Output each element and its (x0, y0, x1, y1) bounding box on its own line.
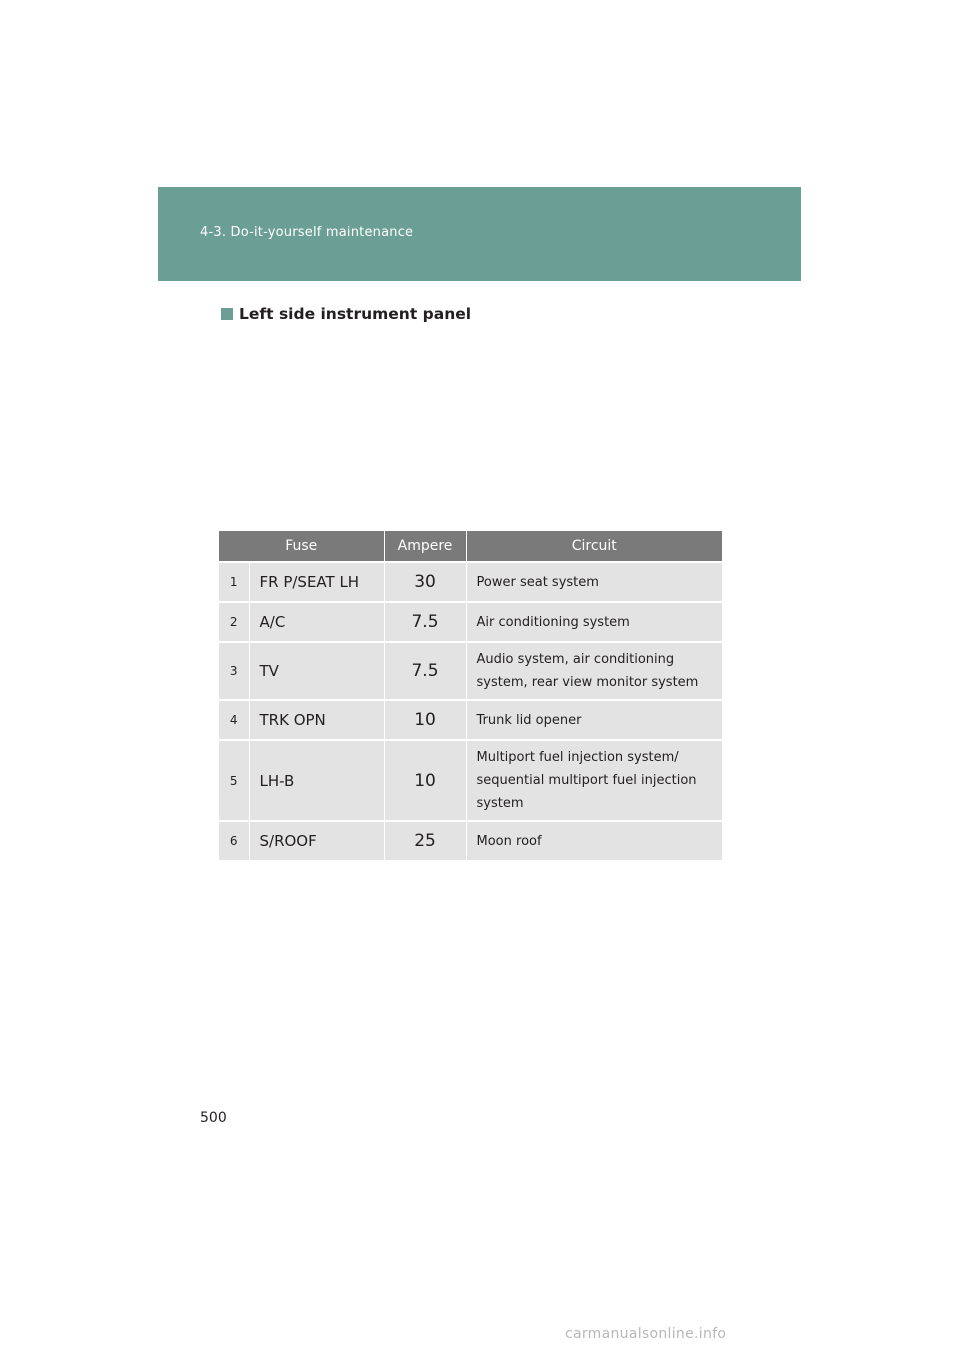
fuse-name: S/ROOF (249, 821, 384, 860)
column-header-circuit: Circuit (466, 531, 722, 562)
fuse-name: A/C (249, 602, 384, 642)
fuse-ampere: 30 (384, 562, 466, 602)
fuse-name: TRK OPN (249, 700, 384, 740)
fuse-circuit: Power seat system (466, 562, 722, 602)
table-row (219, 602, 722, 642)
fuse-circuit: Moon roof (466, 821, 722, 860)
fuse-number: 4 (219, 700, 249, 740)
column-header-ampere: Ampere (384, 531, 466, 562)
table-header-row (219, 531, 722, 562)
fuse-number: 5 (219, 740, 249, 821)
fuse-ampere: 10 (384, 700, 466, 740)
table-row (219, 642, 722, 700)
fuse-ampere: 7.5 (384, 642, 466, 700)
fuse-circuit: Multiport fuel injection system/ sequential multiport fuel injection system (466, 740, 722, 821)
table-row (219, 740, 722, 821)
column-header-fuse: Fuse (219, 531, 384, 562)
fuse-number: 3 (219, 642, 249, 700)
page-number: 500 (200, 1110, 227, 1126)
fuse-circuit: Air conditioning system (466, 602, 722, 642)
section-header-band (158, 187, 801, 281)
fuse-ampere: 25 (384, 821, 466, 860)
fuse-table (219, 531, 722, 860)
heading-text: Left side instrument panel (239, 305, 472, 323)
section-heading (221, 305, 471, 323)
fuse-ampere: 10 (384, 740, 466, 821)
fuse-circuit: Trunk lid opener (466, 700, 722, 740)
fuse-name: LH-B (249, 740, 384, 821)
fuse-number: 2 (219, 602, 249, 642)
section-breadcrumb: 4-3. Do-it-yourself maintenance (200, 225, 414, 240)
fuse-number: 1 (219, 562, 249, 602)
fuse-ampere: 7.5 (384, 602, 466, 642)
table-row (219, 562, 722, 602)
fuse-number: 6 (219, 821, 249, 860)
table-row (219, 700, 722, 740)
fuse-name: FR P/SEAT LH (249, 562, 384, 602)
table-row (219, 821, 722, 860)
watermark: carmanualsonline.info (565, 1326, 727, 1342)
fuse-circuit: Audio system, air conditioning system, rear view monitor system (466, 642, 722, 700)
square-bullet-icon (221, 308, 233, 320)
fuse-name: TV (249, 642, 384, 700)
